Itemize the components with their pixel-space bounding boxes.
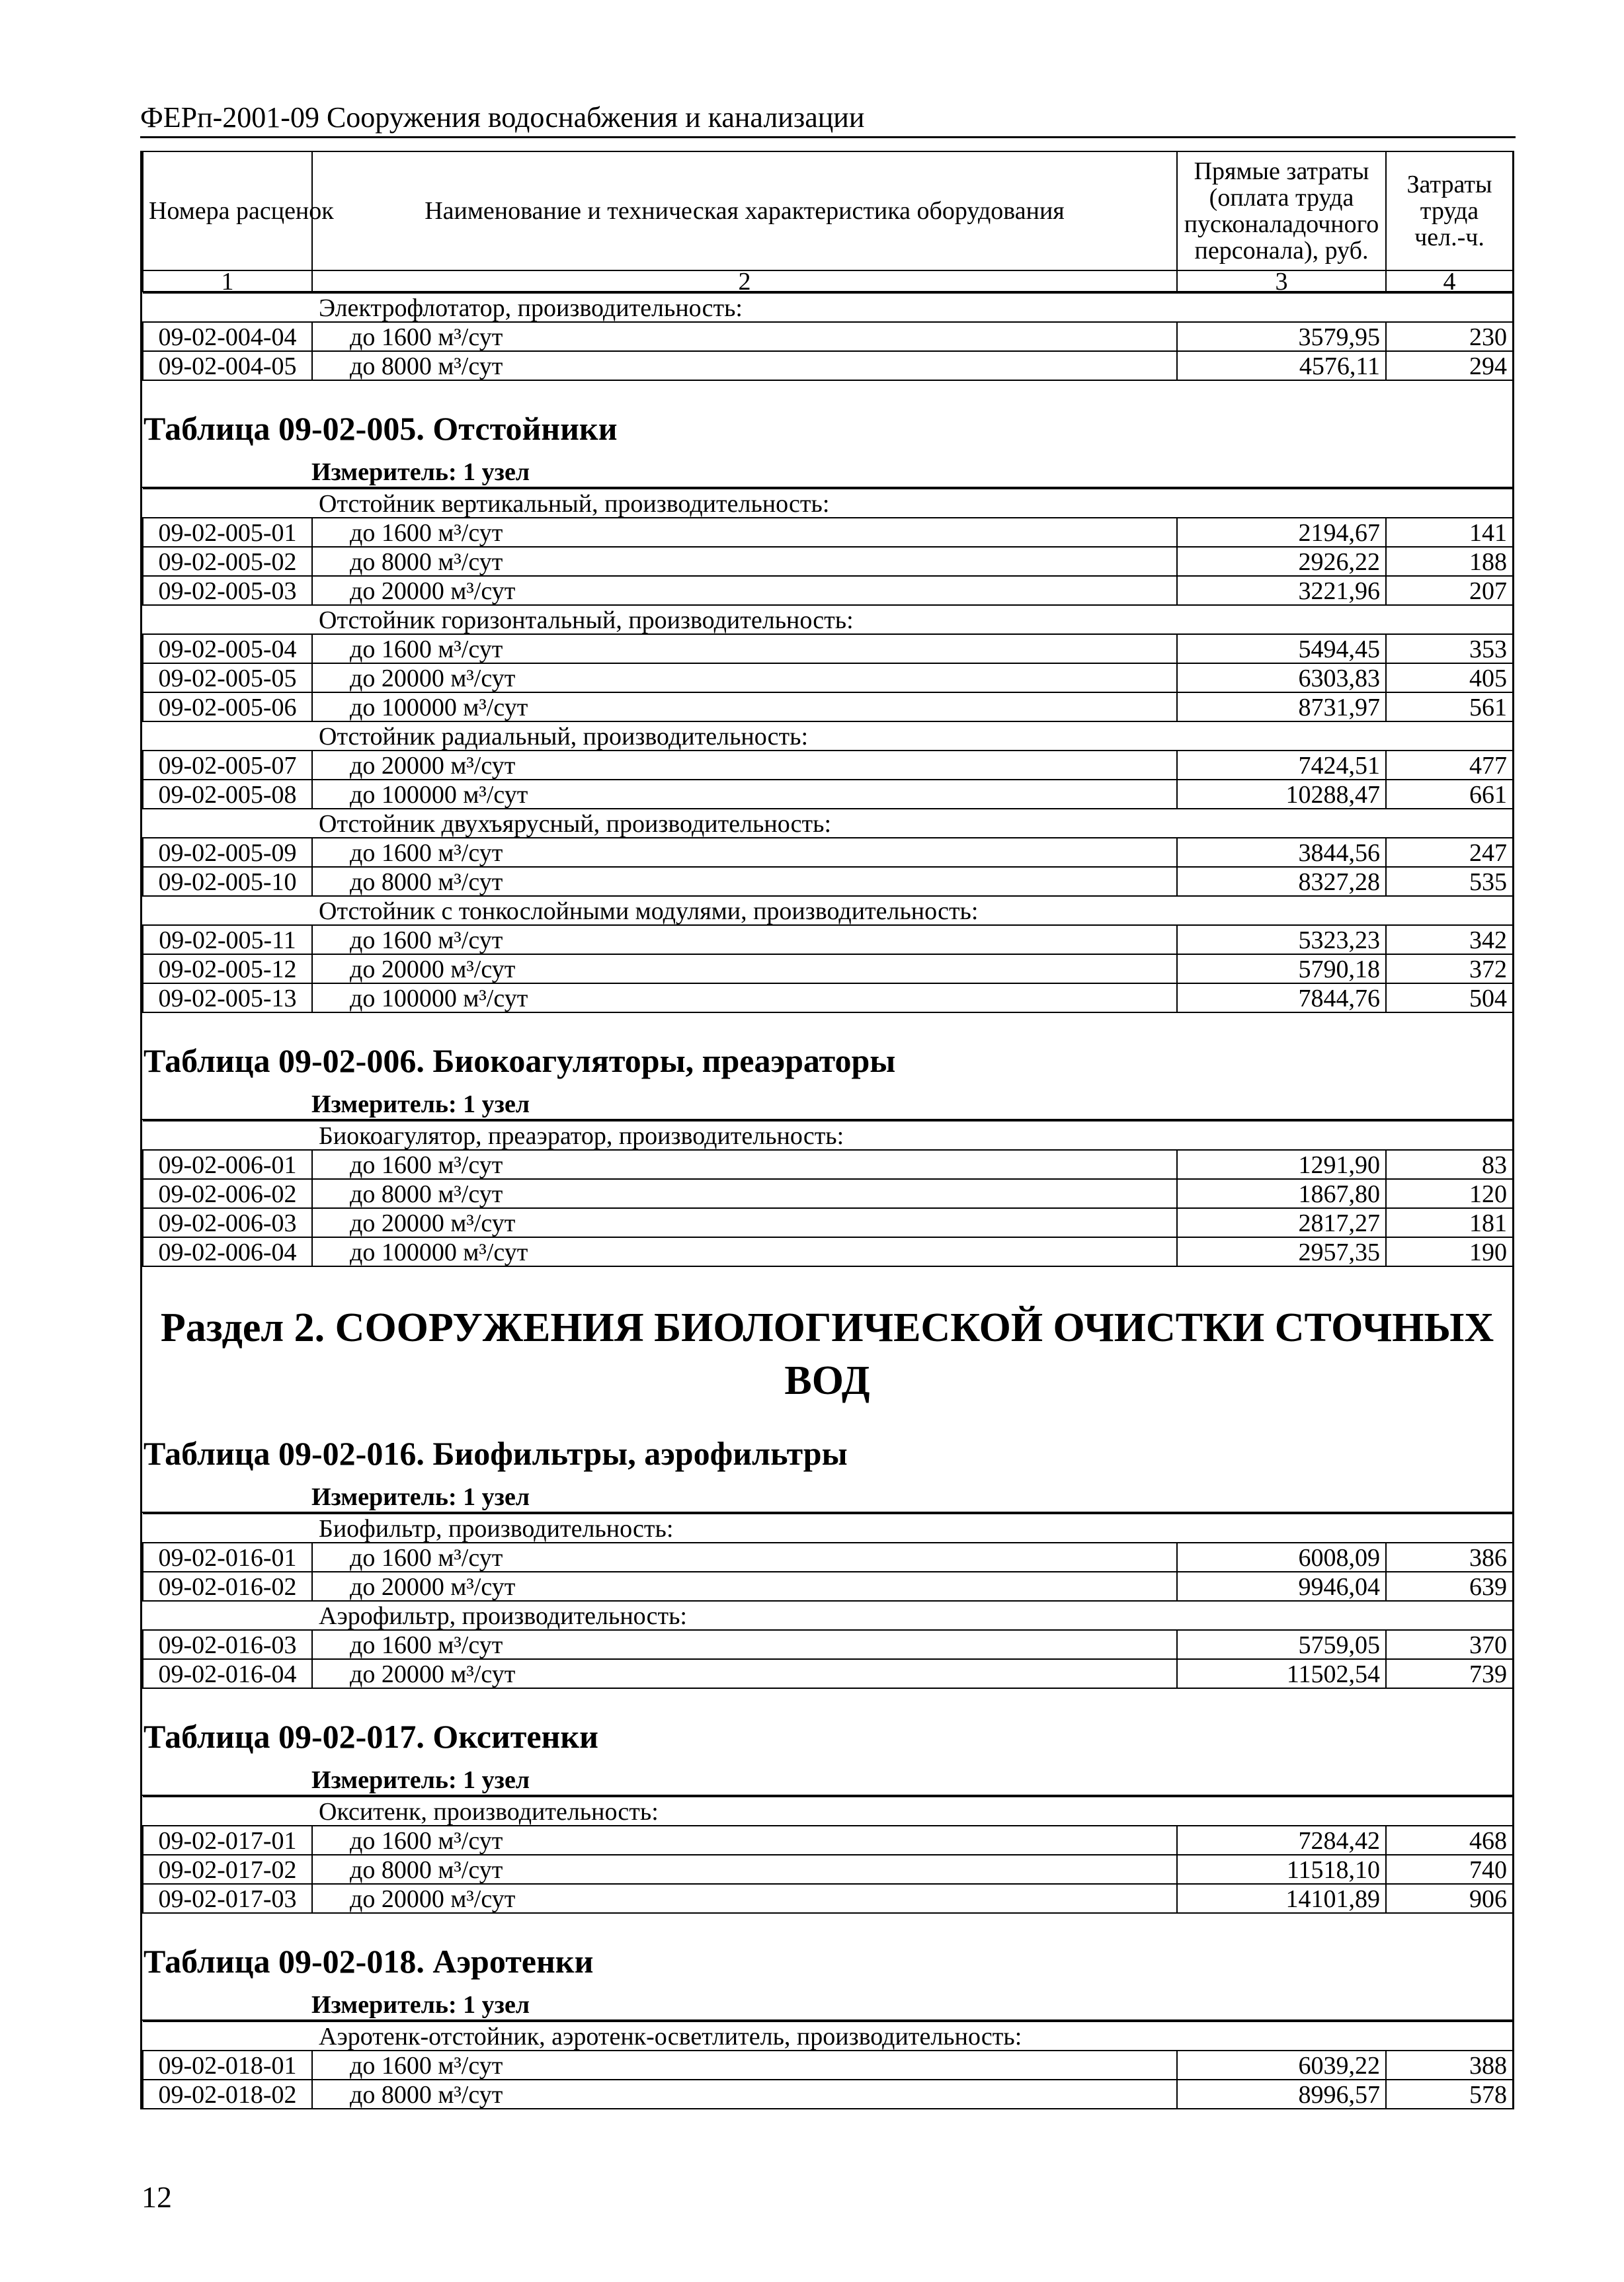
table-title: Таблица 09-02-016. Биофильтры, аэрофильтры [143,1435,848,1472]
table-09-02-017 [142,1796,1512,1914]
labor-hours: 353 [1386,634,1513,663]
section-title: Раздел 2. СООРУЖЕНИЯ БИОЛОГИЧЕСКОЙ ОЧИСТКИ СТОЧНЫХ ВОД [160,1305,1494,1403]
direct-cost: 8996,57 [1177,2080,1386,2109]
table-09-02-016 [142,1513,1512,1689]
rate-code: 09-02-005-08 [143,780,312,809]
equipment-capacity: до 1600 м³/сут [312,1150,1177,1179]
labor-hours: 230 [1386,322,1513,351]
table-row [143,1659,1513,1688]
rate-code: 09-02-005-04 [143,634,312,663]
direct-cost: 7844,76 [1177,983,1386,1012]
group-heading-row [143,1601,1513,1630]
rate-code: 09-02-016-03 [143,1630,312,1659]
direct-cost: 2926,22 [1177,547,1386,576]
equipment-capacity: до 20000 м³/сут [312,1884,1177,1913]
table-row [143,1179,1513,1208]
table-row [143,576,1513,605]
table-row [143,634,1513,663]
equipment-capacity: до 100000 м³/сут [312,780,1177,809]
rate-code: 09-02-005-05 [143,663,312,692]
labor-hours: 388 [1386,2051,1513,2080]
direct-cost: 2194,67 [1177,518,1386,547]
table-row [143,692,1513,721]
labor-hours: 294 [1386,351,1513,380]
equipment-capacity: до 1600 м³/сут [312,322,1177,351]
equipment-capacity: до 8000 м³/сут [312,351,1177,380]
rate-code: 09-02-018-01 [143,2051,312,2080]
rates-table [142,292,1514,381]
labor-hours: 190 [1386,1237,1513,1266]
group-spacer [143,1121,312,1150]
equipment-capacity: до 1600 м³/сут [312,1543,1177,1572]
group-heading: Электрофлотатор, производительность: [312,293,1513,322]
rates-table [142,1513,1514,1689]
equipment-capacity: до 20000 м³/сут [312,1208,1177,1237]
group-heading-row [143,2021,1513,2051]
labor-hours: 504 [1386,983,1513,1012]
equipment-capacity: до 20000 м³/сут [312,1659,1177,1688]
rate-code: 09-02-006-02 [143,1179,312,1208]
column-number: 1 [143,270,312,292]
direct-cost: 3844,56 [1177,838,1386,867]
direct-cost: 3579,95 [1177,322,1386,351]
group-spacer [143,809,312,838]
labor-hours: 207 [1386,576,1513,605]
table-row [143,925,1513,954]
direct-cost: 3221,96 [1177,576,1386,605]
labor-hours: 578 [1386,2080,1513,2109]
labor-hours: 120 [1386,1179,1513,1208]
group-heading-row [143,896,1513,925]
labor-hours: 83 [1386,1150,1513,1179]
column-header-row [143,151,1513,270]
direct-cost: 4576,11 [1177,351,1386,380]
equipment-capacity: до 1600 м³/сут [312,2051,1177,2080]
group-heading: Аэрофильтр, производительность: [312,1601,1513,1630]
rate-code: 09-02-005-13 [143,983,312,1012]
group-heading-row [143,605,1513,634]
rates-table [142,2021,1514,2109]
table-09-02-005 [142,488,1512,1013]
group-heading: Окситенк, производительность: [312,1797,1513,1826]
table-row [143,1543,1513,1572]
table-meter: Измеритель: 1 узел [142,1766,1512,1796]
labor-hours: 342 [1386,925,1513,954]
table-row [143,1150,1513,1179]
direct-cost: 5323,23 [1177,925,1386,954]
equipment-capacity: до 8000 м³/сут [312,867,1177,896]
table-title: Таблица 09-02-005. Отстойники [143,410,618,447]
labor-hours: 386 [1386,1543,1513,1572]
equipment-capacity: до 1600 м³/сут [312,1630,1177,1659]
rate-code: 09-02-006-03 [143,1208,312,1237]
rate-code: 09-02-016-04 [143,1659,312,1688]
equipment-capacity: до 8000 м³/сут [312,547,1177,576]
rates-table [142,1120,1514,1267]
group-heading-row [143,809,1513,838]
labor-hours: 372 [1386,954,1513,983]
labor-hours: 181 [1386,1208,1513,1237]
direct-cost: 5759,05 [1177,1630,1386,1659]
equipment-capacity: до 100000 м³/сут [312,1237,1177,1266]
table-meter: Измеритель: 1 узел [142,1483,1512,1513]
group-heading: Отстойник вертикальный, производительность: [312,489,1513,518]
rate-code: 09-02-005-10 [143,867,312,896]
direct-cost: 2817,27 [1177,1208,1386,1237]
page-number: 12 [142,2180,172,2214]
direct-cost: 9946,04 [1177,1572,1386,1601]
table-row [143,1237,1513,1266]
direct-cost: 8327,28 [1177,867,1386,896]
column-number: 2 [312,270,1177,292]
labor-hours: 141 [1386,518,1513,547]
column-header-table [142,151,1514,296]
group-heading-row [143,1797,1513,1826]
direct-cost: 7284,42 [1177,1826,1386,1855]
group-heading: Биокоагулятор, преаэратор, производительность: [312,1121,1513,1150]
table-row [143,351,1513,380]
group-spacer [143,605,312,634]
direct-cost: 5494,45 [1177,634,1386,663]
direct-cost: 6303,83 [1177,663,1386,692]
rate-code: 09-02-004-04 [143,322,312,351]
table-row [143,2080,1513,2109]
header-labor-costs: Затраты труда чел.-ч. [1386,151,1513,270]
group-heading: Отстойник двухъярусный, производительность: [312,809,1513,838]
rate-code: 09-02-017-02 [143,1855,312,1884]
intro-block [142,292,1512,381]
table-row [143,954,1513,983]
labor-hours: 740 [1386,1855,1513,1884]
group-heading: Аэротенк-отстойник, аэротенк-осветлитель, производительность: [312,2021,1513,2051]
rate-code: 09-02-018-02 [143,2080,312,2109]
column-number: 4 [1386,270,1513,292]
direct-cost: 14101,89 [1177,1884,1386,1913]
rate-code: 09-02-017-03 [143,1884,312,1913]
equipment-capacity: до 1600 м³/сут [312,925,1177,954]
table-row [143,1630,1513,1659]
table-row [143,1855,1513,1884]
column-number-row [143,270,1513,292]
equipment-capacity: до 20000 м³/сут [312,1572,1177,1601]
direct-cost: 2957,35 [1177,1237,1386,1266]
labor-hours: 477 [1386,751,1513,780]
rate-code: 09-02-005-02 [143,547,312,576]
rates-table [142,488,1514,1013]
table-title: Таблица 09-02-006. Биокоагуляторы, преаэраторы [143,1042,896,1079]
rate-code: 09-02-005-07 [143,751,312,780]
header-equipment-name: Наименование и техническая характеристика оборудования [312,151,1177,270]
group-spacer [143,1601,312,1630]
equipment-capacity: до 20000 м³/сут [312,663,1177,692]
rate-code: 09-02-016-02 [143,1572,312,1601]
equipment-capacity: до 1600 м³/сут [312,634,1177,663]
table-title: Таблица 09-02-018. Аэротенки [143,1943,594,1980]
direct-cost: 10288,47 [1177,780,1386,809]
group-heading-row [143,1514,1513,1543]
labor-hours: 661 [1386,780,1513,809]
equipment-capacity: до 8000 м³/сут [312,1855,1177,1884]
header-direct-costs: Прямые затраты (оплата труда пусконаладочного персонала), руб. [1177,151,1386,270]
rate-code: 09-02-006-04 [143,1237,312,1266]
rate-code: 09-02-006-01 [143,1150,312,1179]
labor-hours: 468 [1386,1826,1513,1855]
rate-code: 09-02-005-03 [143,576,312,605]
direct-cost: 11502,54 [1177,1659,1386,1688]
labor-hours: 370 [1386,1630,1513,1659]
table-row [143,1884,1513,1913]
table-row [143,867,1513,896]
table-row [143,780,1513,809]
group-heading-row [143,489,1513,518]
group-spacer [143,489,312,518]
group-heading: Отстойник радиальный, производительность: [312,721,1513,751]
equipment-capacity: до 100000 м³/сут [312,692,1177,721]
table-row [143,751,1513,780]
labor-hours: 906 [1386,1884,1513,1913]
direct-cost: 7424,51 [1177,751,1386,780]
equipment-capacity: до 100000 м³/сут [312,983,1177,1012]
table-row [143,983,1513,1012]
table-09-02-018 [142,2021,1512,2109]
group-spacer [143,721,312,751]
equipment-capacity: до 8000 м³/сут [312,1179,1177,1208]
table-meter: Измеритель: 1 узел [142,1090,1512,1120]
running-head: ФЕРп-2001-09 Сооружения водоснабжения и канализации [140,101,1516,138]
labor-hours: 535 [1386,867,1513,896]
table-title: Таблица 09-02-017. Окситенки [143,1718,598,1755]
direct-cost: 1291,90 [1177,1150,1386,1179]
rates-table [142,1796,1514,1914]
direct-cost: 11518,10 [1177,1855,1386,1884]
rate-code: 09-02-005-12 [143,954,312,983]
direct-cost: 1867,80 [1177,1179,1386,1208]
document-body [140,151,1514,2109]
group-spacer [143,1514,312,1543]
group-spacer [143,1797,312,1826]
group-heading-row [143,1121,1513,1150]
equipment-capacity: до 8000 м³/сут [312,2080,1177,2109]
direct-cost: 6039,22 [1177,2051,1386,2080]
table-row [143,322,1513,351]
labor-hours: 188 [1386,547,1513,576]
table-row [143,2051,1513,2080]
rate-code: 09-02-005-06 [143,692,312,721]
direct-cost: 6008,09 [1177,1543,1386,1572]
group-heading-row [143,293,1513,322]
header-rate-number: Номера расценок [143,151,312,270]
equipment-capacity: до 20000 м³/сут [312,576,1177,605]
labor-hours: 405 [1386,663,1513,692]
equipment-capacity: до 20000 м³/сут [312,954,1177,983]
rate-code: 09-02-005-11 [143,925,312,954]
group-heading: Биофильтр, производительность: [312,1514,1513,1543]
table-meter: Измеритель: 1 узел [142,458,1512,488]
table-row [143,518,1513,547]
rate-code: 09-02-004-05 [143,351,312,380]
table-row [143,1208,1513,1237]
labor-hours: 561 [1386,692,1513,721]
group-spacer [143,896,312,925]
table-row [143,1826,1513,1855]
direct-cost: 5790,18 [1177,954,1386,983]
rate-code: 09-02-017-01 [143,1826,312,1855]
table-meter: Измеритель: 1 узел [142,1990,1512,2021]
equipment-capacity: до 1600 м³/сут [312,838,1177,867]
rate-code: 09-02-005-01 [143,518,312,547]
labor-hours: 247 [1386,838,1513,867]
table-row [143,838,1513,867]
table-09-02-006 [142,1120,1512,1267]
equipment-capacity: до 20000 м³/сут [312,751,1177,780]
table-row [143,663,1513,692]
group-heading: Отстойник с тонкослойными модулями, производительность: [312,896,1513,925]
table-row [143,1572,1513,1601]
group-heading-row [143,721,1513,751]
group-heading: Отстойник горизонтальный, производительность: [312,605,1513,634]
column-number: 3 [1177,270,1386,292]
group-spacer [143,293,312,322]
equipment-capacity: до 1600 м³/сут [312,518,1177,547]
group-spacer [143,2021,312,2051]
rate-code: 09-02-016-01 [143,1543,312,1572]
rate-code: 09-02-005-09 [143,838,312,867]
table-row [143,547,1513,576]
direct-cost: 8731,97 [1177,692,1386,721]
labor-hours: 739 [1386,1659,1513,1688]
labor-hours: 639 [1386,1572,1513,1601]
equipment-capacity: до 1600 м³/сут [312,1826,1177,1855]
